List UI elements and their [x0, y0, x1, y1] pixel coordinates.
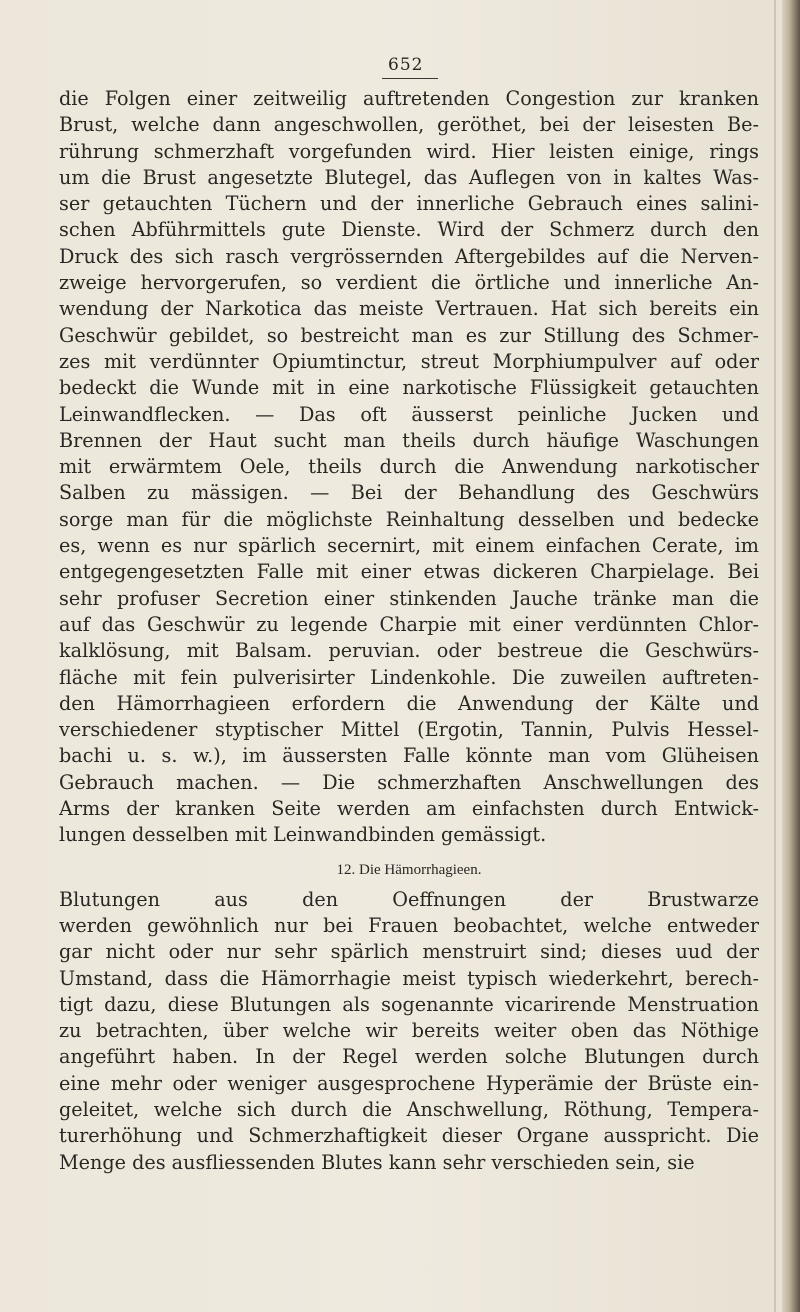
- text-line: lungen desselben mit Leinwandbinden gemässigt.: [59, 823, 547, 847]
- text-line: geleitet, welche sich durch die Anschwellung, Röthung, Tempera-: [59, 1097, 759, 1121]
- text-line: Umstand, dass die Hämorrhagie meist typisch wiederkehrt, berech-: [59, 966, 759, 990]
- text-line: gar nicht oder nur sehr spärlich menstruirt sind; dieses uud der: [59, 940, 759, 964]
- text-line: es, wenn es nur spärlich secernirt, mit einem einfachen Cerate, im: [59, 534, 759, 558]
- text-line: kalklösung, mit Balsam. peruvian. oder bestreue die Geschwürs-: [59, 639, 759, 663]
- section-heading: 12. Die Hämorrhagieen.: [336, 861, 482, 878]
- text-line: die Folgen einer zeitweilig auftretenden Congestion zur kranken: [59, 87, 759, 110]
- text-line: Druck des sich rasch vergrössernden Aftergebildes auf die Nerven-: [59, 244, 759, 268]
- text-line: auf das Geschwür zu legende Charpie mit einer verdünnten Chlor-: [59, 612, 759, 636]
- text-line: den Hämorrhagieen erfordern die Anwendung der Kälte und: [59, 691, 759, 715]
- text-line: entgegengesetzten Falle mit einer etwas dickeren Charpielage. Bei: [59, 560, 759, 584]
- text-line: rührung schmerzhaft vorgefunden wird. Hier leisten einige, rings: [59, 139, 759, 163]
- text-line: Geschwür gebildet, so bestreicht man es zur Stillung des Schmer-: [59, 323, 759, 347]
- paragraph-after-heading: [59, 887, 759, 1176]
- page-number-rule: [382, 78, 438, 79]
- text-line: turerhöhung und Schmerzhaftigkeit dieser Organe ausspricht. Die: [59, 1124, 759, 1148]
- text-line: Brust, welche dann angeschwollen, geröthet, bei der leisesten Be-: [59, 113, 759, 137]
- page-edge: [782, 0, 800, 1312]
- text-line: sorge man für die möglichste Reinhaltung desselben und bedecke: [59, 507, 759, 531]
- text-line: bachi u. s. w.), im äussersten Falle könnte man vom Glüheisen: [59, 744, 759, 768]
- paragraph-before-heading: [59, 86, 759, 849]
- text-line: Brennen der Haut sucht man theils durch häufige Waschungen: [59, 428, 759, 452]
- text-line: Leinwandflecken. — Das oft äusserst peinliche Jucken und: [59, 402, 759, 426]
- page-edge-shadow: [774, 0, 776, 1312]
- text-line: bedeckt die Wunde mit in eine narkotische Flüssigkeit getauchten: [59, 376, 759, 400]
- text-line: werden gewöhnlich nur bei Frauen beobachtet, welche entweder: [59, 913, 759, 937]
- text-line: angeführt haben. In der Regel werden solche Blutungen durch: [59, 1045, 759, 1069]
- text-line: tigt dazu, diese Blutungen als sogenannte vicarirende Menstruation: [59, 992, 759, 1016]
- text-line: zes mit verdünnter Opiumtinctur, streut Morphiumpulver auf oder: [59, 349, 759, 373]
- text-line: wendung der Narkotica das meiste Vertrauen. Hat sich bereits ein: [59, 297, 759, 321]
- body-text: [59, 86, 759, 1176]
- text-line: um die Brust angesetzte Blutegel, das Auflegen von in kaltes Was-: [59, 165, 759, 189]
- text-line: Menge des ausfliessenden Blutes kann sehr verschieden sein, sie: [59, 1150, 695, 1174]
- text-line: verschiedener styptischer Mittel (Ergotin, Tannin, Pulvis Hessel-: [59, 718, 759, 742]
- text-line: sehr profuser Secretion einer stinkenden Jauche tränke man die: [59, 586, 759, 610]
- text-line: ser getauchten Tüchern und der innerliche Gebrauch eines salini-: [59, 192, 759, 216]
- text-line: Gebrauch machen. — Die schmerzhaften Anschwellungen des: [59, 770, 759, 794]
- text-line: zweige hervorgerufen, so verdient die örtliche und innerliche An-: [59, 271, 759, 295]
- text-line: fläche mit fein pulverisirter Lindenkohle. Die zuweilen auftreten-: [59, 665, 759, 689]
- text-line: mit erwärmtem Oele, theils durch die Anwendung narkotischer: [59, 455, 759, 479]
- text-line: Salben zu mässigen. — Bei der Behandlung des Geschwürs: [59, 481, 759, 505]
- text-line: zu betrachten, über welche wir bereits weiter oben das Nöthige: [59, 1019, 759, 1043]
- text-line: eine mehr oder weniger ausgesprochene Hyperämie der Brüste ein-: [59, 1071, 759, 1095]
- text-line: Arms der kranken Seite werden am einfachsten durch Entwick-: [59, 797, 759, 821]
- text-line: Blutungen aus den Oeffnungen der Brustwarze: [59, 887, 759, 911]
- text-line: schen Abführmittels gute Dienste. Wird der Schmerz durch den: [59, 218, 759, 242]
- page-number: 652: [388, 55, 424, 75]
